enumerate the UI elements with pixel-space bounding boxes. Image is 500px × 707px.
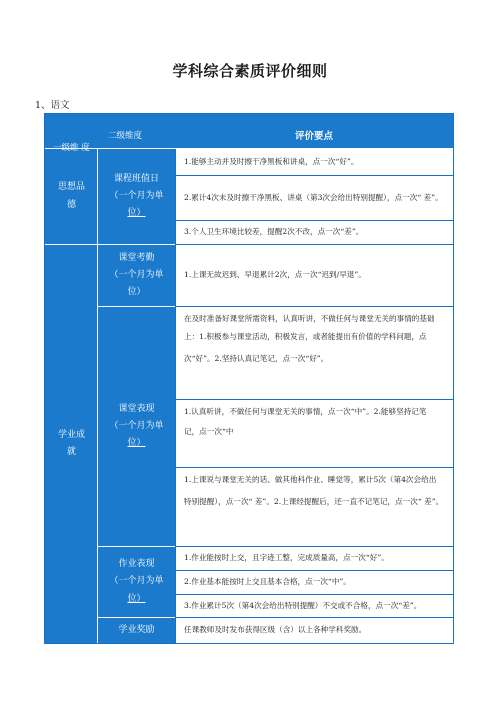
level2-kaoqin	[98, 245, 175, 307]
level1-sixiang	[45, 149, 98, 245]
biaoxian-line3: 位）	[127, 438, 146, 449]
zhiri-item-3: 3.个人卫生环境比较差，提醒2次不改，点一次“差”。	[175, 221, 453, 245]
biaoxian-block1-line1: 在及时准备好课堂所需资料，认真听讲，不做任何与课堂无关的事情的基础	[184, 314, 435, 323]
biaoxian-block3-line2: 特别提醒），点一次“ 差”。2.上课经提醒后，还一直不记笔记，点一次“ 差”。	[184, 497, 444, 507]
biaoxian-block1-line2: 上：1.积极参与课堂活动，积极发言，或者能提出有价值的学科问题，点	[184, 331, 427, 341]
level1-xueye-line2: 就	[66, 447, 76, 457]
header-level2: 二级维度	[108, 131, 143, 141]
biaoxian-line2: （一个月为单	[109, 420, 164, 431]
level2-zhiri	[98, 149, 175, 245]
header-level1: 一级维 度	[53, 143, 90, 153]
kaoqin-line2: （一个月为单	[109, 269, 164, 280]
zhiri-line1: 课程班值日	[113, 173, 159, 184]
zhiri-item-2: 2.累计4次未及时擦干净黑板、讲桌（第3次会给出特别提醒），点一次“ 差”。	[175, 176, 453, 221]
biaoxian-block2-line2: 记，点一次“中	[184, 427, 234, 437]
biaoxian-line1: 课堂表现	[118, 403, 155, 414]
zuoye-item-3: 3.作业累计5次（第4次会给出特别提醒）不交或不合格，点一次“差”。	[175, 595, 453, 618]
zhiri-line2: （一个月为单	[109, 190, 164, 201]
biaoxian-block2-line1: 1.认真听讲，不做任何与课堂无关的事情，点一次“中”。2.能够坚持记笔	[184, 407, 427, 416]
zhiri-line3: 位）	[127, 208, 146, 219]
level2-biaoxian	[98, 307, 175, 547]
level1-sixiang-line1: 思想品	[57, 182, 85, 193]
biaoxian-block-2	[175, 400, 453, 468]
zuoye-item-1: 1.作业能按时上交，且字迹工整，完成质量高，点一次“好”。	[175, 547, 453, 571]
jiangli-item: 任课教师及时发布获得区级（含）以上各种学科奖励。	[175, 618, 453, 643]
zuoye-line2: （一个月为单	[109, 576, 164, 587]
zuoye-line1: 作业表现	[118, 559, 155, 570]
level1-xueye	[45, 245, 98, 643]
level2-jiangli	[98, 618, 175, 643]
header-criteria: 评价要点	[294, 131, 333, 142]
level1-sixiang-line2: 德	[66, 199, 76, 210]
biaoxian-block-3	[175, 468, 453, 547]
section-heading: 1、语文	[35, 100, 70, 111]
page-title: 学科综合素质评价细则	[172, 62, 328, 80]
biaoxian-block1-line3: 次“好”。2.坚持认真记笔记，点一次“好”。	[184, 353, 329, 363]
zhiri-item-1: 1.能够主动并及时擦干净黑板和讲桌，点一次“好”。	[175, 149, 453, 176]
kaoqin-line1: 课堂考勤	[118, 252, 155, 263]
level1-xueye-line1: 学业成	[57, 429, 85, 440]
zuoye-line3: 位）	[127, 593, 146, 604]
kaoqin-item-1: 1.上课无故迟到、早退累计2次，点一次“迟到/早退”。	[175, 245, 453, 307]
evaluation-table	[44, 113, 454, 644]
zuoye-item-2: 2.作业基本能按时上交且基本合格，点一次“中”。	[175, 571, 453, 595]
level2-zuoye	[98, 547, 175, 618]
kaoqin-line3: 位）	[127, 287, 146, 298]
biaoxian-block3-line1: 1.上课说与课堂无关的话、做其他科作业、睡觉等，累计5次（第4次会给出	[184, 475, 437, 484]
biaoxian-block-1	[175, 307, 453, 400]
jiangli-label: 学业奖励	[118, 624, 155, 635]
